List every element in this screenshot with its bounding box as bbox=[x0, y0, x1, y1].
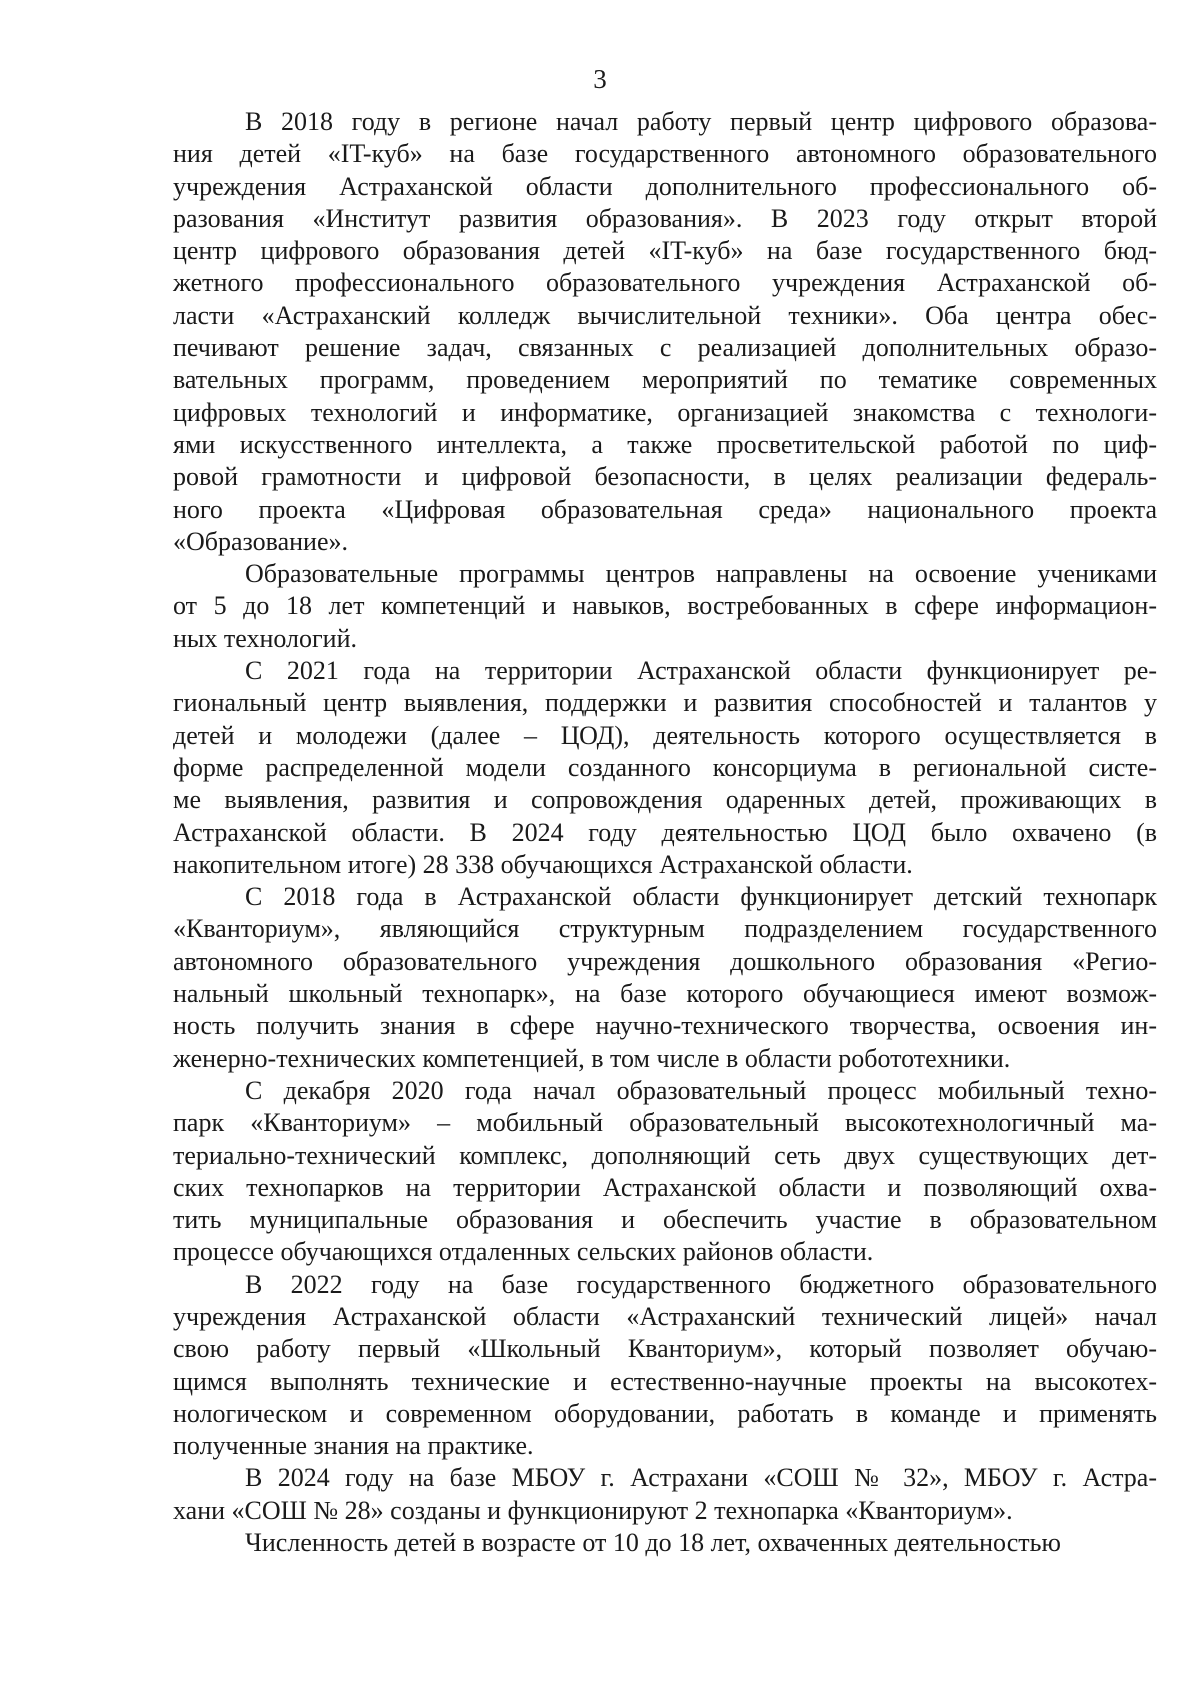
text-line: ного проекта «Цифровая образовательная среда» национального проекта bbox=[173, 494, 1157, 524]
document-body bbox=[173, 106, 1157, 1559]
text-line: тить муниципальные образования и обеспечить участие в образовательном bbox=[173, 1205, 1157, 1235]
text-line: ме выявления, развития и сопровождения одаренных детей, проживающих в bbox=[173, 785, 1157, 815]
text-line: Астраханской области. В 2024 году деятельностью ЦОД было охвачено (в bbox=[173, 817, 1157, 847]
text-line: «Кванториум», являющийся структурным подразделением государственного bbox=[173, 914, 1157, 944]
text-line: процессе обучающихся отдаленных сельских районов области. bbox=[173, 1237, 874, 1267]
text-line: ных технологий. bbox=[173, 623, 357, 653]
text-line: ровой грамотности и цифровой безопасности, в целях реализации федераль- bbox=[173, 462, 1157, 492]
text-line: хани «СОШ № 28» созданы и функционируют 2 технопарка «Кванториум». bbox=[173, 1495, 1013, 1525]
text-line: парк «Кванториум» – мобильный образовательный высокотехнологичный ма- bbox=[173, 1108, 1157, 1138]
text-line: цифровых технологий и информатике, организацией знакомства с технологи- bbox=[173, 397, 1157, 427]
text-line: учреждения Астраханской области «Астраханский технический лицей» начал bbox=[173, 1301, 1157, 1331]
page-number: 3 bbox=[593, 64, 607, 94]
text-line: накопительном итоге) 28 338 обучающихся Астраханской области. bbox=[173, 849, 913, 879]
text-line: нологическом и современном оборудовании, работать в команде и применять bbox=[173, 1398, 1157, 1428]
paragraph bbox=[173, 1269, 1157, 1463]
text-line: С 2021 года на территории Астраханской области функционирует ре- bbox=[245, 656, 1157, 686]
text-line: С 2018 года в Астраханской области функционирует детский технопарк bbox=[245, 882, 1157, 912]
text-line: учреждения Астраханской области дополнительного профессионального об- bbox=[173, 171, 1157, 201]
text-line: В 2018 году в регионе начал работу первый центр цифрового образова- bbox=[245, 107, 1157, 136]
text-line: щимся выполнять технические и естественно-научные проекты на высокотех- bbox=[173, 1366, 1157, 1396]
text-line: «Образование». bbox=[173, 526, 349, 556]
text-line: свою работу первый «Школьный Кванториум», который позволяет обучаю- bbox=[173, 1334, 1157, 1364]
text-line: гиональный центр выявления, поддержки и развития способностей и талантов у bbox=[173, 688, 1157, 718]
text-line: форме распределенной модели созданного консорциума в региональной систе- bbox=[173, 752, 1157, 782]
text-line: нальный школьный технопарк», на базе которого обучающиеся имеют возмож- bbox=[173, 979, 1157, 1009]
text-line: В 2022 году на базе государственного бюджетного образовательного bbox=[245, 1269, 1157, 1299]
paragraph bbox=[173, 1462, 1157, 1527]
text-line: Численность детей в возрасте от 10 до 18 лет, охваченных деятельностью bbox=[245, 1528, 1061, 1558]
text-line: ями искусственного интеллекта, а также просветительской работой по циф- bbox=[173, 429, 1157, 459]
paragraph bbox=[173, 558, 1157, 655]
text-line: ских технопарков на территории Астраханской области и позволяющий охва- bbox=[173, 1172, 1157, 1202]
text-line: жетного профессионального образовательного учреждения Астраханской об- bbox=[173, 268, 1157, 298]
text-line: ния детей «IT-куб» на базе государственного автономного образовательного bbox=[173, 139, 1157, 169]
text-line: автономного образовательного учреждения дошкольного образования «Регио- bbox=[173, 946, 1157, 976]
text-line: полученные знания на практике. bbox=[173, 1431, 534, 1461]
text-line: ность получить знания в сфере научно-технического творчества, освоения ин- bbox=[173, 1011, 1157, 1041]
text-line: вательных программ, проведением мероприятий по тематике современных bbox=[173, 365, 1157, 395]
text-line: центр цифрового образования детей «IT-куб» на базе государственного бюд- bbox=[173, 236, 1157, 266]
paragraph bbox=[173, 881, 1157, 1075]
text-line: печивают решение задач, связанных с реализацией дополнительных образо- bbox=[173, 333, 1157, 363]
text-line: С декабря 2020 года начал образовательный процесс мобильный техно- bbox=[245, 1075, 1157, 1105]
text-line: от 5 до 18 лет компетенций и навыков, востребованных в сфере информацион- bbox=[173, 591, 1157, 621]
text-line: детей и молодежи (далее – ЦОД), деятельность которого осуществляется в bbox=[173, 720, 1157, 750]
text-line: разования «Институт развития образования». В 2023 году открыт второй bbox=[173, 203, 1157, 233]
paragraph bbox=[173, 655, 1157, 881]
text-line: Образовательные программы центров направлены на освоение учениками bbox=[245, 559, 1157, 589]
text-line: териально-технический комплекс, дополняющий сеть двух существующих дет- bbox=[173, 1140, 1157, 1170]
text-line: В 2024 году на базе МБОУ г. Астрахани «СОШ № 32», МБОУ г. Астра- bbox=[245, 1463, 1157, 1493]
text-line: женерно-технических компетенцией, в том числе в области робототехники. bbox=[173, 1043, 1011, 1073]
paragraph bbox=[173, 1075, 1157, 1269]
paragraph bbox=[173, 1527, 1157, 1559]
paragraph bbox=[173, 106, 1157, 558]
text-line: ласти «Астраханский колледж вычислительной техники». Оба центра обес- bbox=[173, 300, 1157, 330]
